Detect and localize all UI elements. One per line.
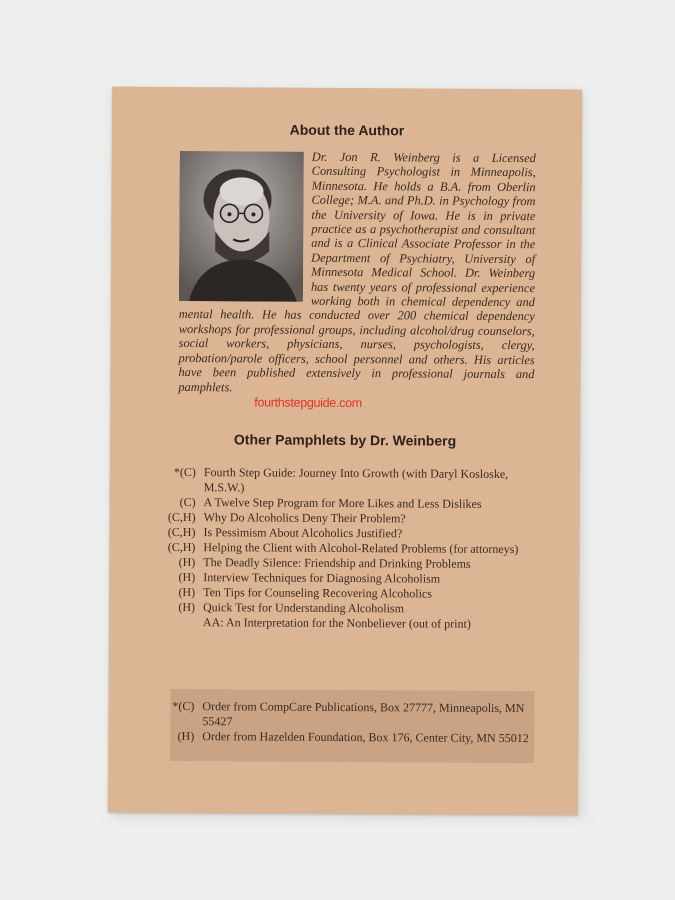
order-item: [148, 729, 548, 746]
order-text: Order from Hazelden Foundation, Box 176, Center City, MN 55012: [202, 729, 529, 746]
list-item: [150, 465, 550, 497]
pamphlet-title: Is Pessimism About Alcoholics Justified?: [203, 525, 403, 541]
pamphlet-back-cover: [108, 87, 582, 816]
pamphlet-title: Why Do Alcoholics Deny Their Problem?: [203, 510, 406, 526]
pamphlet-title: Helping the Client with Alcohol-Related Problems (for attorneys): [203, 540, 519, 557]
pamphlet-title: Quick Test for Understanding Alcoholism: [203, 600, 405, 616]
availability-code: (C,H): [167, 524, 196, 540]
availability-code: (H): [178, 584, 196, 600]
pamphlet-title: Fourth Step Guide: Journey Into Growth (with Daryl Kosloske, M.S.W.): [203, 465, 509, 495]
watermark-stamp: fourthstepguide.com: [254, 395, 362, 411]
order-code: (H): [177, 728, 195, 744]
pamphlet-title: A Twelve Step Program for More Likes and Less Dislikes: [203, 495, 482, 511]
bio-text-end: journals and pamphlets.: [178, 366, 535, 394]
availability-code: (C,H): [167, 509, 196, 525]
pamphlet-title: The Deadly Silence: Friendship and Drinking Problems: [203, 555, 471, 571]
author-portrait: [179, 151, 304, 302]
bio-text: Dr. Jon R. Weinberg is a Licensed Consulting Psychologist in Minneapolis, Minnesota. He holds a B.A. from Oberlin College; M.A. and Ph.D. in Psychology from the University of Iowa. He is in private practice as a psychotherapist and consultant and is a Clinical Associate Professor in the Department of Psychiatry, University of Minnesota Medical School. Dr. Weinberg has twenty years of professional experience working both in chemical dependency and mental health. He has conducted over 200 chemical dependency workshops for professional groups, including alcohol/drug counselors, social workers, physicians, nurses, psychologists, clergy, probation/parole officers, school personnel and others. His articles have been published extensively in professional: [178, 149, 536, 381]
availability-code: [149, 615, 203, 630]
order-list: [148, 699, 548, 746]
pamphlet-title: Ten Tips for Counseling Recovering Alcoholics: [203, 585, 433, 601]
order-item: [148, 699, 548, 731]
availability-code: (H): [178, 599, 196, 615]
availability-code: (H): [178, 569, 196, 585]
order-text: Order from CompCare Publications, Box 27777, Minneapolis, MN 55427: [202, 699, 525, 729]
availability-code: (C,H): [167, 539, 196, 555]
availability-code: (H): [178, 554, 196, 570]
list-item: [149, 615, 549, 632]
availability-code: (C): [179, 494, 196, 510]
availability-code: *(C): [173, 464, 196, 480]
author-bio: [178, 149, 535, 396]
pamphlet-title: AA: An Interpretation for the Nonbeliever (out of print): [202, 615, 471, 631]
pamphlet-title: Interview Techniques for Diagnosing Alcoholism: [203, 570, 441, 586]
order-code: *(C): [172, 698, 195, 714]
pamphlet-list: [149, 465, 550, 632]
pamphlets-heading: Other Pamphlets by Dr. Weinberg: [233, 431, 457, 449]
about-heading: About the Author: [289, 121, 405, 139]
